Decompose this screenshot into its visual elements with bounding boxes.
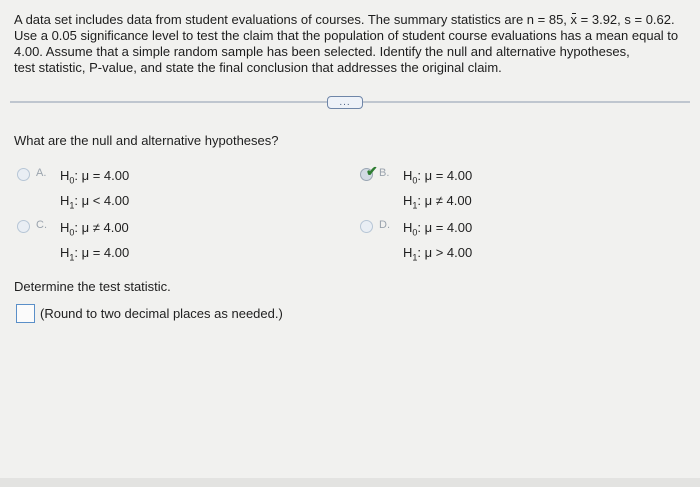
null-hypothesis xyxy=(60,218,129,243)
h1-relation: : μ < 4.00 xyxy=(74,192,130,208)
option-letter: B. xyxy=(379,167,390,179)
problem-line-2: Use a 0.05 significance level to test the claim that the population of student course evaluations has a mean equal to xyxy=(14,28,679,43)
h-symbol: H xyxy=(403,220,413,235)
problem-line-1 xyxy=(14,12,689,28)
h-symbol: H xyxy=(60,192,70,208)
hypotheses-b xyxy=(403,166,472,215)
h0-relation: : μ = 4.00 xyxy=(417,220,473,235)
radio-option-c[interactable] xyxy=(17,220,30,233)
h-symbol: H xyxy=(60,168,70,183)
h0-relation: : μ ≠ 4.00 xyxy=(74,220,129,235)
test-statistic-answer xyxy=(16,304,283,323)
alt-hypothesis xyxy=(60,191,129,216)
h-symbol: H xyxy=(60,220,70,235)
h-subscript: 1 xyxy=(412,252,418,263)
more-button[interactable]: ... xyxy=(327,96,363,109)
h0-relation: : μ = 4.00 xyxy=(74,168,130,183)
problem-line-1-start: A data set includes data from student evaluations of courses. The summary statistics are n = 85, xyxy=(14,12,571,27)
h1-relation: : μ ≠ 4.00 xyxy=(417,192,472,208)
alt-hypothesis xyxy=(403,243,472,268)
h-subscript: 1 xyxy=(69,200,75,211)
h-subscript: 0 xyxy=(69,227,75,238)
problem-line-4: test statistic, P-value, and state the final conclusion that addresses the original claim. xyxy=(14,60,502,75)
checkmark-icon: ✔ xyxy=(366,163,378,179)
radio-option-b[interactable] xyxy=(360,163,378,181)
alt-hypothesis xyxy=(60,243,129,268)
problem-statement xyxy=(14,12,689,76)
rounding-hint: (Round to two decimal places as needed.) xyxy=(40,306,283,321)
option-b[interactable] xyxy=(360,163,473,215)
hypotheses-a xyxy=(60,166,129,215)
option-letter: D. xyxy=(379,219,390,231)
h-symbol: H xyxy=(403,244,413,260)
alt-hypothesis xyxy=(403,191,472,216)
null-hypothesis xyxy=(403,166,472,191)
null-hypothesis xyxy=(403,218,472,243)
null-hypothesis xyxy=(60,166,129,191)
h-subscript: 1 xyxy=(69,252,75,263)
h-subscript: 0 xyxy=(412,227,418,238)
h1-relation: : μ > 4.00 xyxy=(417,244,473,260)
h-symbol: H xyxy=(403,168,413,183)
radio-option-d[interactable] xyxy=(360,220,373,233)
xbar-symbol: x xyxy=(570,12,578,27)
test-statistic-input[interactable] xyxy=(16,304,35,323)
h-subscript: 0 xyxy=(69,175,75,186)
option-letter: A. xyxy=(36,167,47,179)
h-symbol: H xyxy=(403,192,413,208)
problem-line-1-end: = 3.92, s = 0.62. xyxy=(577,12,675,27)
option-letter: C. xyxy=(36,219,47,231)
option-a[interactable] xyxy=(17,166,129,215)
bottom-edge xyxy=(0,478,700,487)
h0-relation: : μ = 4.00 xyxy=(417,168,473,183)
radio-option-a[interactable] xyxy=(17,168,30,181)
problem-line-3: 4.00. Assume that a simple random sample has been selected. Identify the null and alternative hypotheses, xyxy=(14,44,630,59)
hypotheses-c xyxy=(60,218,129,267)
option-d[interactable] xyxy=(360,218,472,267)
test-statistic-label: Determine the test statistic. xyxy=(14,279,171,294)
h-symbol: H xyxy=(60,244,70,260)
hypotheses-d xyxy=(403,218,472,267)
h1-relation: : μ = 4.00 xyxy=(74,244,130,260)
h-subscript: 0 xyxy=(412,175,418,186)
option-c[interactable] xyxy=(17,218,129,267)
h-subscript: 1 xyxy=(412,200,418,211)
question-text: What are the null and alternative hypotheses? xyxy=(14,133,279,148)
